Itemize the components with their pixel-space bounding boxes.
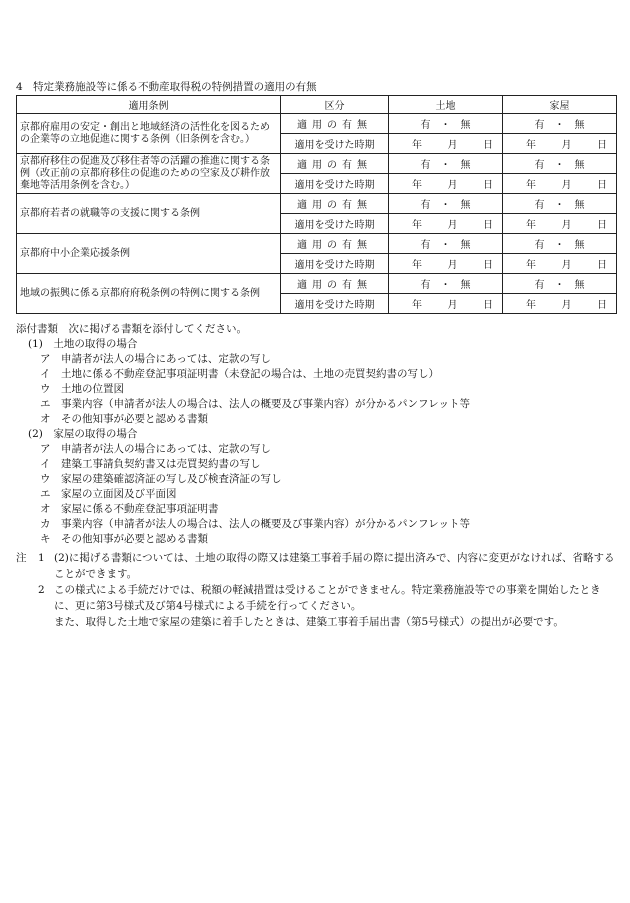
received-label: 適用を受けた時期 xyxy=(281,294,389,314)
dot-mark: ・ xyxy=(554,120,565,131)
table-header-row xyxy=(17,96,617,114)
yes-mark: 有 xyxy=(534,160,545,171)
land-applicable xyxy=(389,234,503,254)
dot-mark: ・ xyxy=(554,240,565,251)
ordinance-name: 地域の振興に係る京都府府税条例の特例に関する条例 xyxy=(17,274,281,314)
ordinance-name: 京都府移住の促進及び移住者等の活躍の推進に関する条例（改正前の京都府移住の促進のための空家及び耕作放棄地等活用条例を含む。） xyxy=(17,154,281,194)
month-unit: 月 xyxy=(561,180,572,191)
land-applicable xyxy=(389,114,503,134)
list-item: ウ 家屋の建築確認済証の写し及び検査済証の写し xyxy=(40,473,282,485)
house-items xyxy=(16,442,470,547)
applicable-label: 適用の有無 xyxy=(281,194,389,214)
note-2-text: この様式による手続だけでは、税額の軽減措置は受けることができません。特定業務施設等での事業を開始したときに、更に第3号様式及び第4号様式による手続を行ってください。 xyxy=(54,584,601,612)
house-received-date xyxy=(503,214,617,234)
month-unit: 月 xyxy=(447,300,458,311)
yes-mark: 有 xyxy=(420,240,431,251)
day-unit: 日 xyxy=(483,220,493,231)
day-unit: 日 xyxy=(597,180,607,191)
list-item: ア 申請者が法人の場合にあっては、定款の写し xyxy=(40,443,271,455)
day-unit: 日 xyxy=(597,220,607,231)
land-received-date xyxy=(389,254,503,274)
attachments-block xyxy=(16,322,470,547)
received-label: 適用を受けた時期 xyxy=(281,174,389,194)
year-unit: 年 xyxy=(526,140,536,151)
list-item: ウ 土地の位置図 xyxy=(40,383,124,395)
received-label: 適用を受けた時期 xyxy=(281,254,389,274)
list-item: カ 事業内容（申請者が法人の場合は、法人の概要及び事業内容）が分かるパンフレット等 xyxy=(40,518,470,530)
no-mark: 無 xyxy=(460,160,471,171)
list-item: オ 家屋に係る不動産登記事項証明書 xyxy=(40,503,219,515)
list-item: ア 申請者が法人の場合にあっては、定款の写し xyxy=(40,353,271,365)
note-label-spacer xyxy=(16,582,38,614)
day-unit: 日 xyxy=(483,180,493,191)
land-received-date xyxy=(389,174,503,194)
note-2-continuation: また、取得した土地で家屋の建築に着手したときは、建築工事着手届出書（第5号様式）の提出が必要です。 xyxy=(54,616,564,628)
table-row xyxy=(17,274,617,294)
month-unit: 月 xyxy=(561,220,572,231)
yes-mark: 有 xyxy=(420,200,431,211)
table-body xyxy=(17,114,617,314)
table-row xyxy=(17,114,617,134)
day-unit: 日 xyxy=(597,300,607,311)
applicable-label: 適用の有無 xyxy=(281,234,389,254)
yes-mark: 有 xyxy=(420,120,431,131)
house-received-date xyxy=(503,254,617,274)
header-ordinance: 適用条例 xyxy=(17,96,281,114)
year-unit: 年 xyxy=(526,180,536,191)
list-item: オ その他知事が必要と認める書類 xyxy=(40,413,208,425)
list-item: イ 土地に係る不動産登記事項証明書（未登記の場合は、土地の売買契約書の写し） xyxy=(40,368,439,380)
dot-mark: ・ xyxy=(440,200,451,211)
month-unit: 月 xyxy=(561,300,572,311)
month-unit: 月 xyxy=(447,140,458,151)
table-row xyxy=(17,234,617,254)
yes-mark: 有 xyxy=(420,280,431,291)
list-item: イ 建築工事請負契約書又は売買契約書の写し xyxy=(40,458,261,470)
applicable-label: 適用の有無 xyxy=(281,114,389,134)
land-received-date xyxy=(389,134,503,154)
yes-mark: 有 xyxy=(420,160,431,171)
received-label: 適用を受けた時期 xyxy=(281,134,389,154)
land-label: (1) 土地の取得の場合 xyxy=(28,338,138,350)
dot-mark: ・ xyxy=(554,280,565,291)
yes-mark: 有 xyxy=(534,120,545,131)
year-unit: 年 xyxy=(526,260,536,271)
no-mark: 無 xyxy=(460,280,471,291)
year-unit: 年 xyxy=(412,180,422,191)
table-row xyxy=(17,154,617,174)
house-received-date xyxy=(503,134,617,154)
no-mark: 無 xyxy=(574,120,585,131)
note-1-text: (2)に掲げる書類については、土地の取得の際又は建築工事着手届の際に提出済みで、内容に変更がなければ、省略することができます。 xyxy=(54,552,615,580)
ordinance-name: 京都府中小企業応援条例 xyxy=(17,234,281,274)
land-applicable xyxy=(389,194,503,214)
land-applicable xyxy=(389,274,503,294)
house-label: (2) 家屋の取得の場合 xyxy=(28,428,138,440)
dot-mark: ・ xyxy=(440,240,451,251)
table-row xyxy=(17,194,617,214)
year-unit: 年 xyxy=(412,300,422,311)
no-mark: 無 xyxy=(574,160,585,171)
month-unit: 月 xyxy=(447,220,458,231)
note-label: 注 xyxy=(16,552,27,564)
land-items xyxy=(16,352,470,427)
dot-mark: ・ xyxy=(554,160,565,171)
no-mark: 無 xyxy=(460,200,471,211)
day-unit: 日 xyxy=(483,140,493,151)
list-item: キ その他知事が必要と認める書類 xyxy=(40,533,208,545)
header-land: 土地 xyxy=(389,96,503,114)
list-item: エ 家屋の立面図及び平面図 xyxy=(40,488,177,500)
dot-mark: ・ xyxy=(440,280,451,291)
month-unit: 月 xyxy=(447,260,458,271)
month-unit: 月 xyxy=(561,140,572,151)
month-unit: 月 xyxy=(561,260,572,271)
year-unit: 年 xyxy=(526,300,536,311)
land-received-date xyxy=(389,214,503,234)
note-2 xyxy=(16,582,620,614)
dot-mark: ・ xyxy=(440,120,451,131)
day-unit: 日 xyxy=(597,260,607,271)
house-applicable xyxy=(503,154,617,174)
note-1 xyxy=(16,550,620,582)
house-received-date xyxy=(503,294,617,314)
dot-mark: ・ xyxy=(554,200,565,211)
ordinance-table xyxy=(16,95,617,314)
note-1-number: 1 xyxy=(38,552,45,564)
applicable-label: 適用の有無 xyxy=(281,274,389,294)
house-applicable xyxy=(503,114,617,134)
header-house: 家屋 xyxy=(503,96,617,114)
year-unit: 年 xyxy=(412,140,422,151)
house-applicable xyxy=(503,234,617,254)
ordinance-name: 京都府雇用の安定・創出と地域経済の活性化を図るための企業等の立地促進に関する条例（旧条例を含む。） xyxy=(17,114,281,154)
yes-mark: 有 xyxy=(534,280,545,291)
no-mark: 無 xyxy=(574,280,585,291)
section-heading: 4 特定業務施設等に係る不動産取得税の特例措置の適用の有無 xyxy=(16,81,317,93)
land-received-date xyxy=(389,294,503,314)
dot-mark: ・ xyxy=(440,160,451,171)
list-item: エ 事業内容（申請者が法人の場合は、法人の概要及び事業内容）が分かるパンフレット等 xyxy=(40,398,470,410)
notes-block xyxy=(16,550,620,630)
yes-mark: 有 xyxy=(534,240,545,251)
house-applicable xyxy=(503,274,617,294)
no-mark: 無 xyxy=(574,200,585,211)
month-unit: 月 xyxy=(447,180,458,191)
received-label: 適用を受けた時期 xyxy=(281,214,389,234)
ordinance-name: 京都府若者の就職等の支援に関する条例 xyxy=(17,194,281,234)
yes-mark: 有 xyxy=(534,200,545,211)
year-unit: 年 xyxy=(526,220,536,231)
no-mark: 無 xyxy=(460,240,471,251)
day-unit: 日 xyxy=(597,140,607,151)
day-unit: 日 xyxy=(483,300,493,311)
no-mark: 無 xyxy=(574,240,585,251)
note-2-number: 2 xyxy=(38,584,45,596)
attachments-title: 添付書類 次に掲げる書類を添付してください。 xyxy=(16,323,247,335)
day-unit: 日 xyxy=(483,260,493,271)
house-applicable xyxy=(503,194,617,214)
year-unit: 年 xyxy=(412,220,422,231)
header-category: 区分 xyxy=(281,96,389,114)
no-mark: 無 xyxy=(460,120,471,131)
house-received-date xyxy=(503,174,617,194)
year-unit: 年 xyxy=(412,260,422,271)
land-applicable xyxy=(389,154,503,174)
applicable-label: 適用の有無 xyxy=(281,154,389,174)
